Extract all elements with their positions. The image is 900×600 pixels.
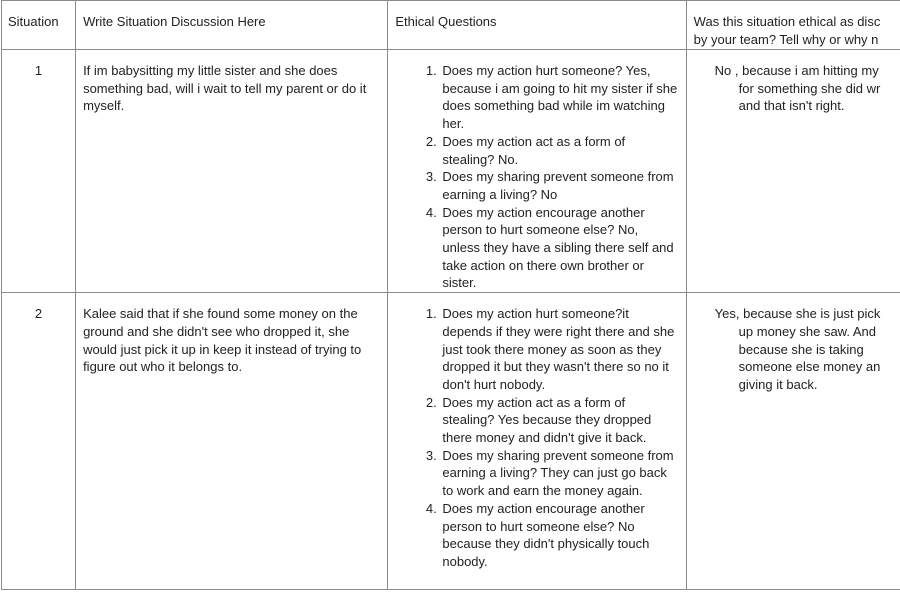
row-number-cell	[2, 50, 76, 293]
ethics-table	[1, 0, 900, 590]
header-situation	[2, 1, 76, 50]
ethical-question: 1. Does my action hurt someone?it depends if they were right there and she just took there money as soon as they dropped it but they wasn't there so no it don't hurt nobody.	[440, 305, 677, 394]
table-row	[2, 50, 900, 293]
header-was-ethical-label	[687, 1, 900, 48]
answer-text	[687, 293, 900, 394]
ethical-questions-cell	[388, 50, 686, 293]
discussion-cell	[76, 293, 388, 590]
answer-line: because she is taking	[738, 341, 864, 357]
ethical-question: 4. Does my action encourage another person to hurt someone else? No, unless they have a sibling there self and take action on there own brother or sister.	[440, 204, 677, 293]
row-number-cell	[2, 293, 76, 590]
ethical-question: 2. Does my action act as a form of stealing? No.	[440, 133, 677, 168]
header-discussion-label: Write Situation Discussion Here	[83, 14, 266, 29]
answer-text	[687, 50, 900, 115]
table-row	[2, 293, 900, 590]
answer-line: up money she saw. And	[738, 323, 876, 339]
row-number: 1	[34, 63, 43, 78]
answer-line: someone else money an	[738, 359, 881, 375]
answer-line: giving it back.	[738, 376, 818, 392]
answer-line: and that isn't right.	[738, 98, 845, 114]
answer-line: for something she did wr	[738, 80, 881, 96]
header-was-line-1: Was this situation ethical as disc	[693, 14, 881, 29]
answer-cell	[686, 293, 900, 590]
discussion-text: If im babysitting my little sister and she does something bad, will i wait to tell my parent or do it myself.	[83, 63, 367, 114]
row-number: 2	[34, 306, 43, 322]
answer-cell	[686, 50, 900, 293]
ethical-questions-cell	[388, 293, 686, 590]
discussion-text: Kalee said that if she found some money on the ground and she didn't see who dropped it, she would just pick it up in keep it instead of trying to figure out who it belongs to.	[83, 306, 362, 375]
answer-line: No , because i am hitting my	[714, 63, 879, 78]
ethical-question: 3. Does my sharing prevent someone from earning a living? They can just go back to work and earn the money again.	[440, 447, 677, 500]
ethical-questions-list	[388, 293, 685, 571]
ethical-question: 2. Does my action act as a form of stealing? Yes because they dropped there money and didn't give it back.	[440, 394, 677, 447]
header-ethical	[388, 1, 686, 50]
header-situation-label: Situation	[8, 14, 59, 29]
header-was-line-2: by your team? Tell why or why n	[693, 31, 879, 47]
answer-line: Yes, because she is just pick	[714, 306, 881, 322]
header-discussion	[76, 1, 388, 50]
discussion-cell	[76, 50, 388, 293]
header-row	[2, 1, 900, 50]
header-was-ethical	[686, 1, 900, 50]
ethical-questions-list	[388, 50, 685, 292]
ethical-question: 4. Does my action encourage another person to hurt someone else? No because they didn't physically touch nobody.	[440, 500, 677, 571]
header-ethical-label: Ethical Questions	[395, 14, 497, 29]
ethical-question: 1. Does my action hurt someone? Yes, because i am going to hit my sister if she does something bad while im watching her.	[440, 62, 677, 133]
ethical-question: 3. Does my sharing prevent someone from earning a living? No	[440, 168, 677, 203]
